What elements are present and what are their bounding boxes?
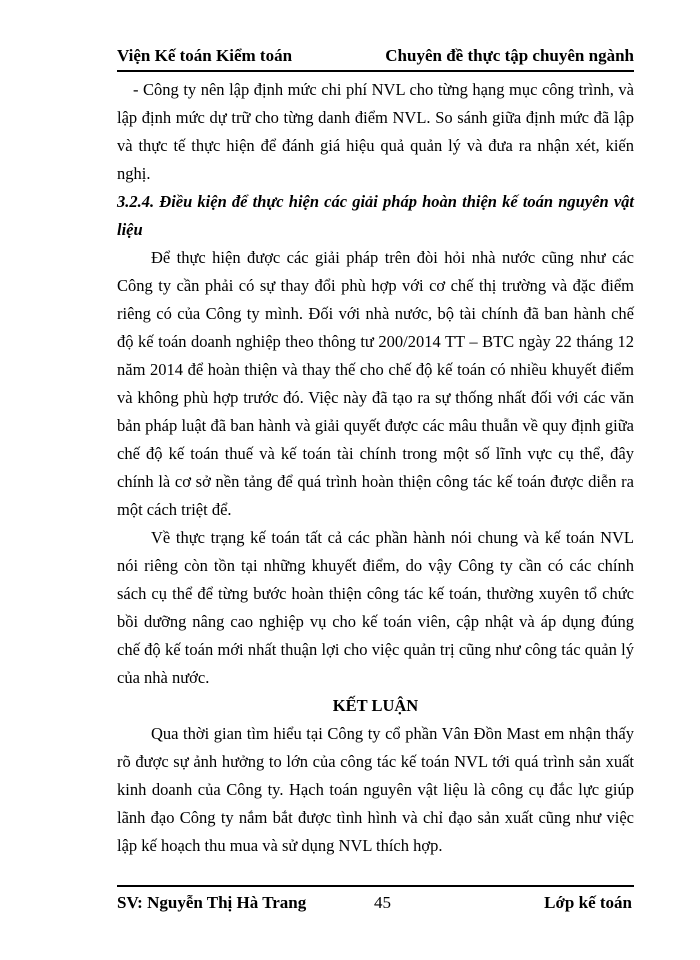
- header-rule: [117, 70, 634, 72]
- header-institute: Viện Kế toán Kiểm toán: [117, 46, 293, 65]
- page-number: 45: [374, 893, 391, 912]
- section-heading-3-2-4: 3.2.4. Điều kiện để thực hiện các giải pháp hoàn thiện kế toán nguyên vật liệu: [117, 192, 634, 239]
- conclusion-title: KẾT LUẬN: [332, 696, 419, 715]
- footer-student-name: SV: Nguyễn Thị Hà Trang: [117, 893, 307, 912]
- page-footer: [117, 892, 634, 914]
- header-report-title: Chuyên đề thực tập chuyên ngành: [385, 46, 634, 65]
- paragraph-conditions: Để thực hiện được các giải pháp trên đòi hỏi nhà nước cũng như các Công ty cần phải có sự thay đổi phù hợp với cơ chế thị trường và đặc điểm riêng có của Công ty mình. Đối với nhà nước, bộ tài chính đã ban hành chế độ kế toán doanh nghiệp theo thông tư 200/2014 TT – BTC ngày 22 tháng 12 năm 2014 để hoàn thiện và thay thế cho chế độ kế toán có nhiều khuyết điểm và không phù hợp trước đó. Việc này đã tạo ra sự thống nhất đối với các văn bản pháp luật đã ban hành và giải quyết được các mâu thuẫn về quy định giữa chế độ kế toán thuế và kế toán tài chính trong một số lĩnh vực cụ thể, đây chính là cơ sở nền tảng để quá trình hoàn thiện công tác kế toán được diễn ra một cách triệt để.: [117, 248, 634, 519]
- page-body: [117, 76, 634, 860]
- footer-class-name: Lớp kế toán: [544, 893, 632, 912]
- page-header: [117, 46, 634, 66]
- paragraph-current-state: Về thực trạng kế toán tất cả các phần hành nói chung và kế toán NVL nói riêng còn tồn tại những khuyết điểm, do vậy Công ty cần có các chính sách cụ thể để từng bước hoàn thiện công tác kế toán, thường xuyên tổ chức bồi dưỡng nâng cao nghiệp vụ cho kế toán viên, cập nhật và áp dụng đúng chế độ kế toán mới nhất thuận lợi cho việc quản trị cũng như công tác quản lý của nhà nước.: [117, 528, 634, 687]
- footer-rule: [117, 885, 634, 887]
- paragraph-conclusion: Qua thời gian tìm hiểu tại Công ty cổ phần Vân Đồn Mast em nhận thấy rõ được sự ảnh hưởng to lớn của công tác kế toán NVL tới quá trình sản xuất kinh doanh của Công ty. Hạch toán nguyên vật liệu là công cụ đắc lực giúp lãnh đạo Công ty nắm bắt được tình hình và chỉ đạo sản xuất cũng như việc lập kế hoạch thu mua và sử dụng NVL thích hợp.: [117, 724, 634, 855]
- paragraph-recommendation: - Công ty nên lập định mức chi phí NVL cho từng hạng mục công trình, và lập định mức dự trữ cho từng danh điểm NVL. So sánh giữa định mức đã lập và thực tế thực hiện để đánh giá hiệu quả quản lý và đưa ra nhận xét, kiến nghị.: [117, 80, 634, 183]
